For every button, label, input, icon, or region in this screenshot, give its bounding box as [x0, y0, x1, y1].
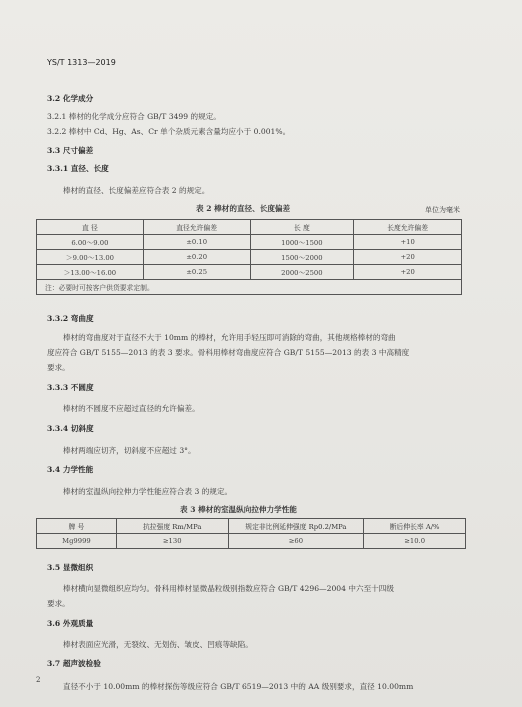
para-3-3-2-line3: 要求。	[47, 363, 70, 372]
table2-row	[37, 265, 462, 280]
table2-header-cell: 长度允许偏差	[354, 220, 462, 235]
table2-note-row	[37, 280, 462, 295]
section-3-7-title: 3.7 超声波检验	[47, 659, 101, 668]
table2-unit: 单位为毫米	[425, 206, 460, 214]
table3	[36, 518, 466, 549]
para-3-3-2-line2: 度应符合 GB/T 5155—2013 的表 3 要求。骨科用棒材弯曲度应符合 GB/T 5155—2013 的表 3 中高精度	[47, 348, 410, 357]
section-3-3-3-title: 3.3.3 不圆度	[47, 383, 94, 392]
table3-row	[37, 534, 466, 549]
section-3-6-title: 3.6 外观质量	[47, 619, 94, 628]
table2-cell: 2000～2500	[250, 265, 354, 280]
table2-cell: 1500～2000	[250, 250, 354, 265]
page-number: 2	[36, 676, 41, 684]
table3-header-cell: 断后伸长率 A/%	[364, 519, 466, 534]
table3-header-cell: 抗拉强度 Rm/MPa	[116, 519, 228, 534]
table2-cell: +20	[354, 265, 462, 280]
para-3-4: 棒材的室温纵向拉伸力学性能应符合表 3 的规定。	[63, 487, 233, 496]
section-3-2-title: 3.2 化学成分	[47, 94, 94, 103]
table2-cell: ±0.20	[143, 250, 250, 265]
table3-header-cell: 规定非比例延伸强度 Rp0.2/MPa	[228, 519, 364, 534]
table2-cell: 6.00～9.00	[37, 235, 144, 250]
para-3-3-1: 棒材的直径、长度偏差应符合表 2 的规定。	[63, 186, 210, 195]
table3-caption: 表 3 棒材的室温纵向拉伸力学性能	[180, 505, 297, 514]
table2-cell: +10	[354, 235, 462, 250]
table2-cell: ＞13.00～16.00	[37, 265, 144, 280]
para-3-2-1: 3.2.1 棒材的化学成分应符合 GB/T 3499 的规定。	[47, 112, 221, 121]
table3-cell: Mg9999	[37, 534, 117, 549]
standard-header: YS/T 1313—2019	[47, 58, 116, 67]
table2	[36, 219, 462, 295]
table2-cell: +20	[354, 250, 462, 265]
table2-row	[37, 235, 462, 250]
table2-cell: 1000～1500	[250, 235, 354, 250]
para-3-3-3: 棒材的不圆度不应超过直径的允许偏差。	[63, 404, 200, 413]
table3-cell: ≥60	[228, 534, 364, 549]
section-3-5-title: 3.5 显微组织	[47, 563, 94, 572]
table2-header-cell: 长 度	[250, 220, 354, 235]
para-3-3-4: 棒材两端应切齐，切斜度不应超过 3°。	[63, 446, 196, 455]
table3-header-row	[37, 519, 466, 534]
section-3-3-4-title: 3.3.4 切斜度	[47, 424, 94, 433]
table2-note: 注：必要时可按客户供货要求定制。	[37, 280, 462, 295]
table2-cell: ＞9.00～13.00	[37, 250, 144, 265]
table2-header-cell: 直 径	[37, 220, 144, 235]
section-3-4-title: 3.4 力学性能	[47, 465, 94, 474]
table2-cell: ±0.25	[143, 265, 250, 280]
table2-row	[37, 250, 462, 265]
para-3-5-line1: 棒材横向显微组织应均匀。骨科用棒材显微晶粒级别指数应符合 GB/T 4296—2004 中六至十四级	[63, 584, 394, 593]
table2-caption: 表 2 棒材的直径、长度偏差	[196, 204, 291, 213]
table2-header-cell: 直径允许偏差	[143, 220, 250, 235]
para-3-2-2: 3.2.2 棒材中 Cd、Hg、As、Cr 单个杂质元素含量均应小于 0.001%。	[47, 127, 291, 136]
table2-cell: ±0.10	[143, 235, 250, 250]
section-3-3-title: 3.3 尺寸偏差	[47, 146, 94, 155]
table3-cell: ≥130	[116, 534, 228, 549]
para-3-3-2-line1: 棒材的弯曲度对于直径不大于 10mm 的棒材，允许用手轻压即可消除的弯曲，其他规格棒材的弯曲	[63, 333, 396, 342]
para-3-7: 直径不小于 10.00mm 的棒材探伤等级应符合 GB/T 6519—2013 中的 AA 级别要求，直径 10.00mm	[63, 682, 414, 691]
section-3-3-2-title: 3.3.2 弯曲度	[47, 314, 94, 323]
table3-cell: ≥10.0	[364, 534, 466, 549]
section-3-3-1-title: 3.3.1 直径、长度	[47, 164, 109, 173]
table3-header-cell: 牌 号	[37, 519, 117, 534]
table2-header-row	[37, 220, 462, 235]
para-3-5-line2: 要求。	[47, 599, 70, 608]
para-3-6: 棒材表面应光滑，无裂纹、无划伤、皱皮、凹痕等缺陷。	[63, 640, 253, 649]
